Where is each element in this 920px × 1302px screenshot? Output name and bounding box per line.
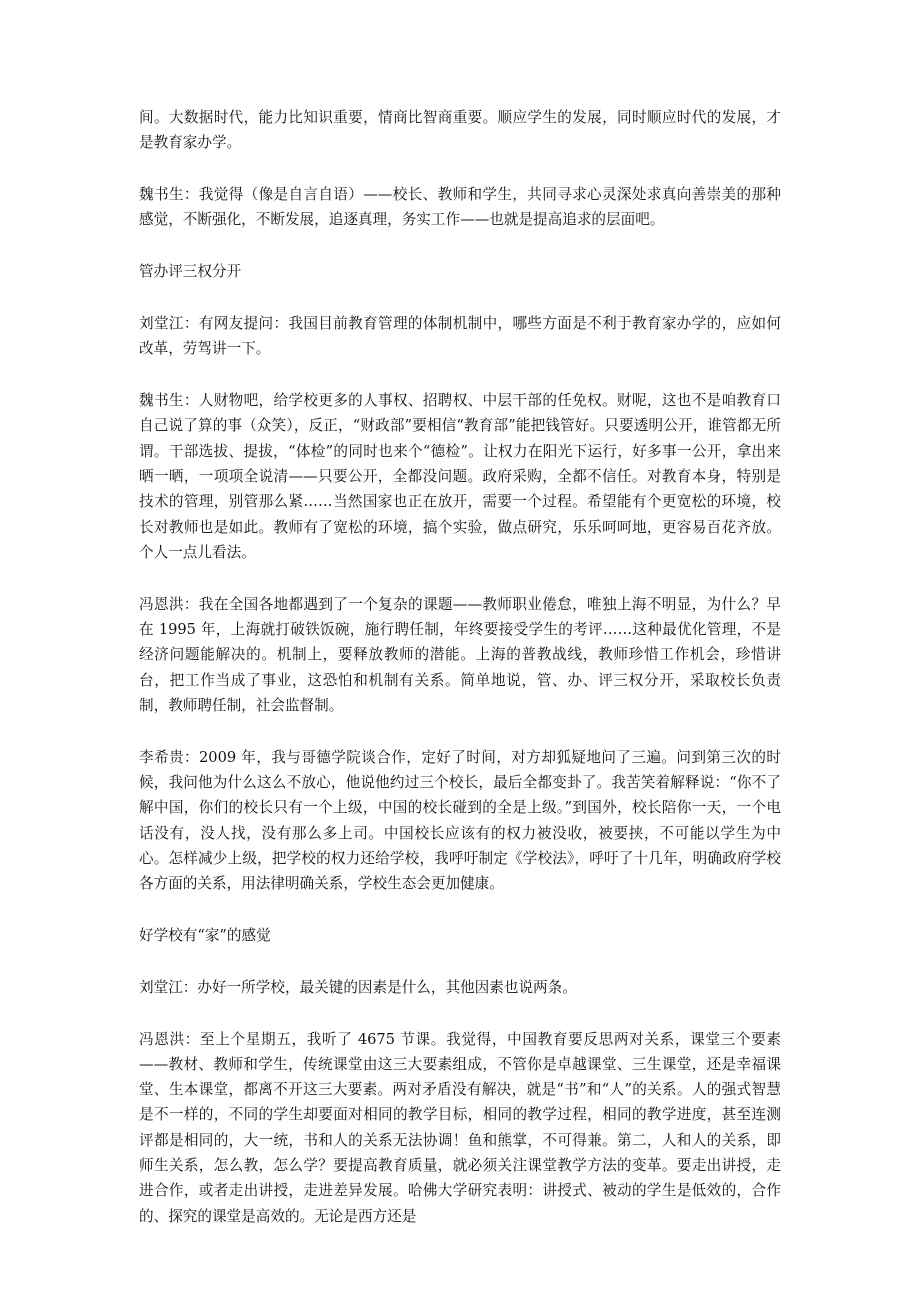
paragraph-liu-1: 刘堂江：有网友提问：我国目前教育管理的体制机制中，哪些方面是不利于教育家办学的，应如何改革，劳驾讲一下。 — [139, 314, 781, 358]
document-page — [139, 105, 781, 1255]
paragraph-feng-1: 冯恩洪：我在全国各地都遇到了一个复杂的课题——教师职业倦怠，唯独上海不明显，为什么？早在 1995 年，上海就打破铁饭碗，施行聘任制，年终要接受学生的考评……这种最优化管理，不是经济问题能解决的。机制上，要释放教师的潜能。上海的普教战线，教师珍惜工作机会，珍惜讲台，把工作当成了事业，这恐怕和机制有关系。简单地说，管、办、评三权分开，采取校长负责制，教师聘任制，社会监督制。 — [139, 595, 781, 714]
paragraph-feng-2: 冯恩洪：至上个星期五，我听了 4675 节课。我觉得，中国教育要反思两对关系，课堂三个要素——教材、教师和学生，传统课堂由这三大要素组成，不管你是卓越课堂、三生课堂，还是幸福课堂、生本课堂，都离不开这三大要素。两对矛盾没有解决，就是“书”和“人”的关系。人的强式智慧是不一样的，不同的学生却要面对相同的教学目标，相同的教学过程，相同的教学进度，甚至连测评都是相同的，大一统，书和人的关系无法协调！鱼和熊掌，不可得兼。第二，人和人的关系，即师生关系，怎么教，怎么学？要提高教育质量，就必须关注课堂教学方法的变革。要走出讲授，走进合作，或者走出讲授，走进差异发展。哈佛大学研究表明：讲授式、被动的学生是低效的，合作的、探究的课堂是高效的。无论是西方还是 — [139, 1030, 781, 1225]
paragraph-wei-1: 魏书生：我觉得（像是自言自语）——校长、教师和学生，共同寻求心灵深处求真向善崇美的那种感觉，不断强化，不断发展，追逐真理，务实工作——也就是提高追求的层面吧。 — [139, 186, 781, 229]
section-heading-three-powers: 管办评三权分开 — [139, 263, 242, 281]
paragraph-li-1: 李希贵：2009 年，我与哥德学院谈合作，定好了时间，对方却狐疑地问了三遍。问到第三次的时候，我问他为什么这么不放心，他说他约过三个校长，最后全都变卦了。我苦笑着解释说：“你不了解中国，你们的校长只有一个上级，中国的校长碰到的全是上级。”到国外，校长陪你一天，一个电话没有，没人找，没有那么多上司。中国校长应该有的权力被没收，被要挟，不可能以学生为中心。怎样减少上级，把学校的权力还给学校，我呼吁制定《学校法》，呼吁了十几年，明确政府学校各方面的关系，用法律明确关系，学校生态会更加健康。 — [139, 748, 781, 893]
paragraph-wei-2: 魏书生：人财物吧，给学校更多的人事权、招聘权、中层干部的任免权。财呢，这也不是咱教育口自己说了算的事（众笑），反正，“财政部”要相信“教育部”能把钱管好。只要透明公开，谁管都无所谓。干部选拔、提拔，“体检”的同时也来个“德检”。让权力在阳光下运行，好多事一公开，拿出来晒一晒，一项项全说清——只要公开，全都没问题。政府采购，全都不信任。对教育本身，特别是技术的管理，别管那么紧……当然国家也正在放开，需要一个过程。希望能有个更宽松的环境，校长对教师也是如此。教师有了宽松的环境，搞个实验，做点研究，乐乐呵呵地，更容易百花齐放。个人一点儿看法。 — [139, 392, 781, 561]
paragraph-intro: 间。大数据时代，能力比知识重要，情商比智商重要。顺应学生的发展，同时顺应时代的发展，才是教育家办学。 — [139, 109, 781, 152]
section-heading-home-feeling: 好学校有“家”的感觉 — [139, 926, 271, 944]
paragraph-liu-2: 刘堂江：办好一所学校，最关键的因素是什么，其他因素也说两条。 — [139, 978, 577, 996]
